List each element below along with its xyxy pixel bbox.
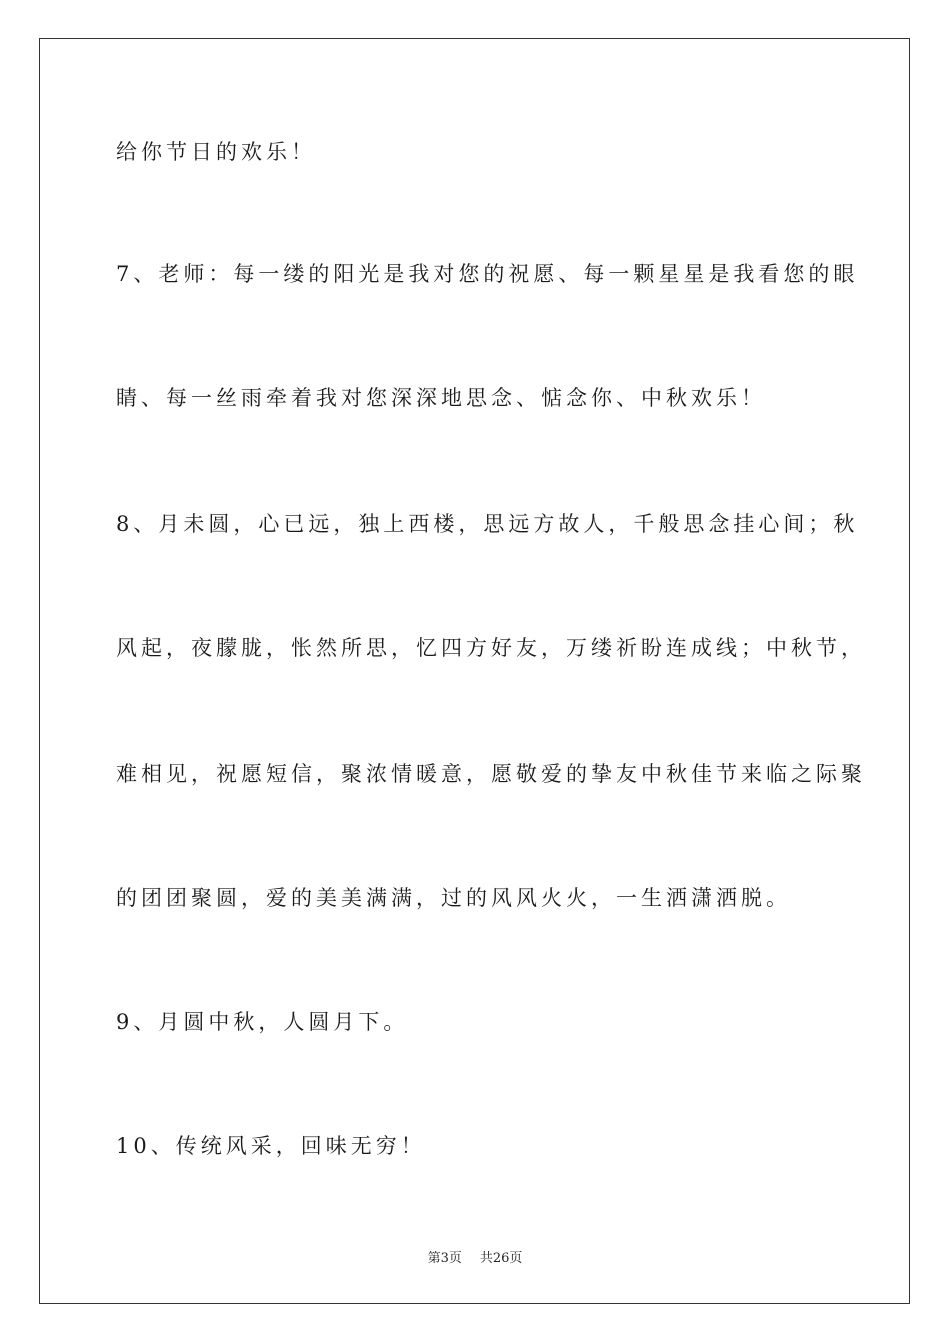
text-line-5: 风起，夜朦胧，怅然所思，忆四方好友，万缕祈盼连成线；中秋节， xyxy=(116,636,866,660)
text-line-7: 的团团聚圆，爱的美美满满，过的风风火火，一生洒潇洒脱。 xyxy=(116,886,791,910)
page-total: 共26页 xyxy=(479,1251,523,1266)
text-line-8: 9、月圆中秋，人圆月下。 xyxy=(116,1010,409,1034)
text-line-9: 10、传统风采，回味无穷！ xyxy=(116,1134,426,1158)
text-line-2: 7、老师：每一缕的阳光是我对您的祝愿、每一颗星星是我看您的眼 xyxy=(116,262,859,286)
text-line-6: 难相见，祝愿短信，聚浓情暖意，愿敬爱的挚友中秋佳节来临之际聚 xyxy=(116,762,866,786)
text-line-4: 8、月未圆，心已远，独上西楼，思远方故人，千般思念挂心间；秋 xyxy=(116,512,859,536)
text-line-3: 睛、每一丝雨牵着我对您深深地思念、惦念你、中秋欢乐！ xyxy=(116,386,766,410)
page-number: 第3页 xyxy=(427,1251,462,1266)
page-border xyxy=(39,38,910,1304)
page-footer xyxy=(0,1247,950,1266)
text-line-1: 给你节日的欢乐！ xyxy=(116,140,316,164)
